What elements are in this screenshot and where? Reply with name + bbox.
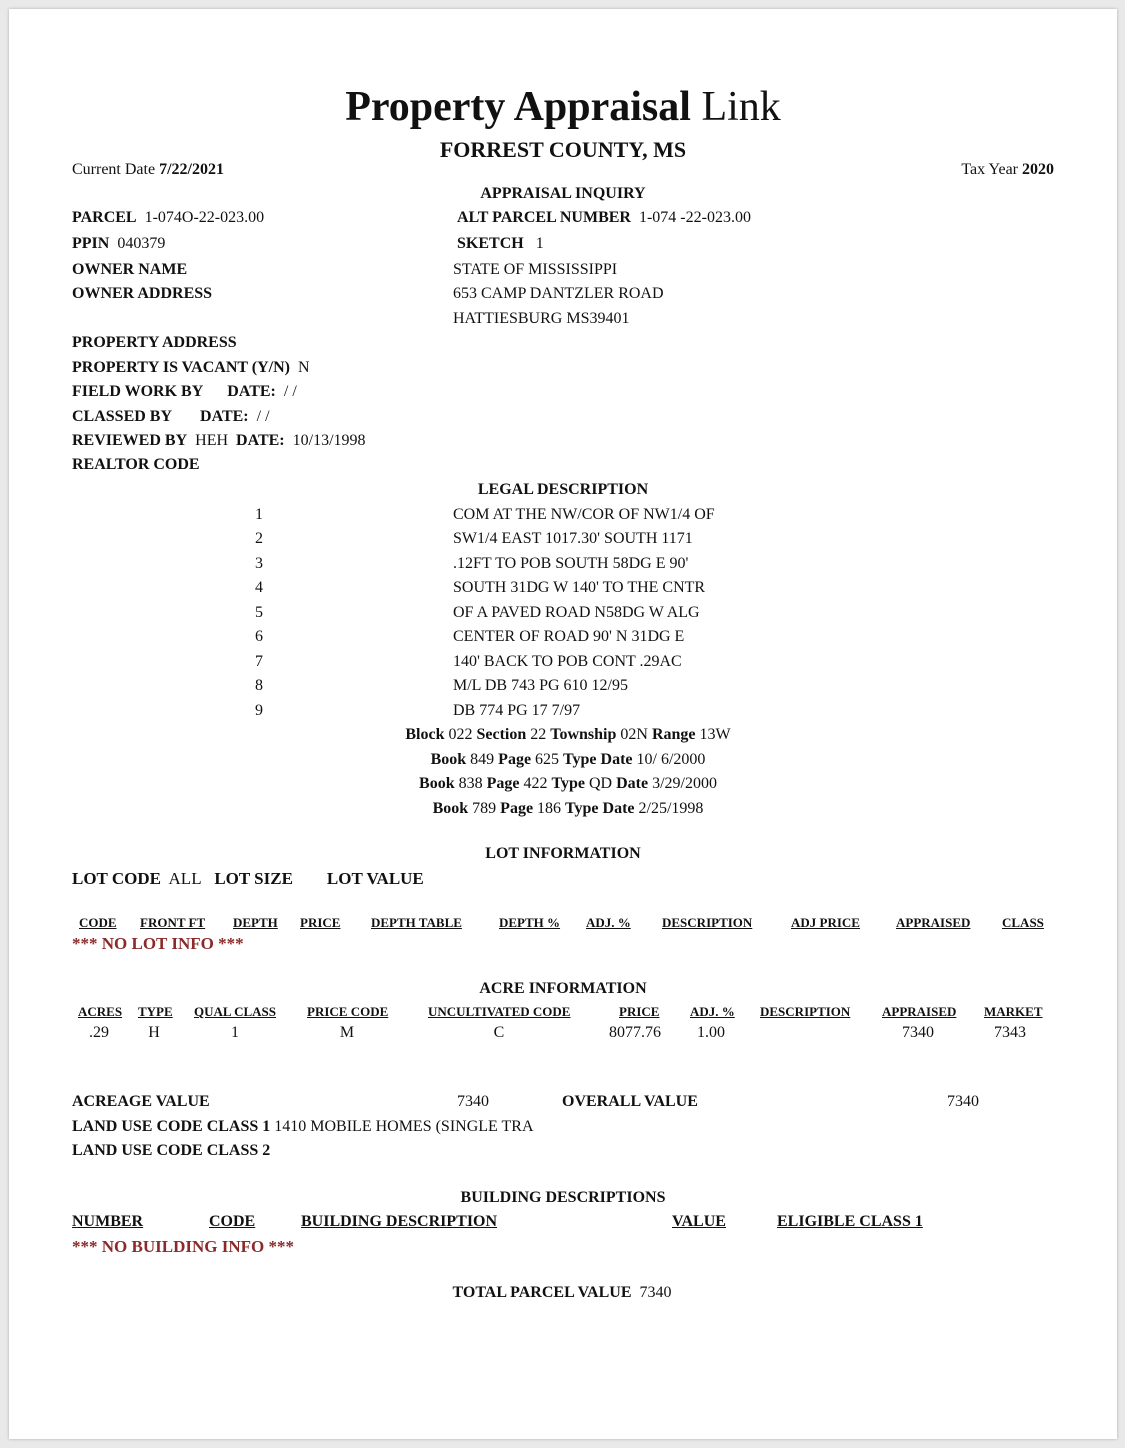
parcel-field: PARCEL 1-074O-22-023.00 (72, 209, 265, 226)
report-page (9, 9, 1117, 1439)
owner-address-line-1: 653 CAMP DANTZLER ROAD (453, 285, 664, 302)
lot-information-title: LOT INFORMATION (485, 845, 641, 862)
ppin-field: PPIN 040379 (72, 235, 166, 252)
legal-line-number: 5 (255, 604, 263, 621)
acre-col-header: ADJ. % (690, 1004, 735, 1019)
land-use-class-2-label: LAND USE CODE CLASS 2 (72, 1142, 271, 1159)
building-col-header: NUMBER (72, 1213, 144, 1230)
acre-col-header: ACRES (78, 1004, 123, 1019)
acre-cell: .29 (89, 1024, 109, 1041)
lot-code-line: LOT CODE ALL LOT SIZE LOT VALUE (72, 869, 424, 888)
owner-address-label: OWNER ADDRESS (72, 285, 213, 302)
no-building-info-message: *** NO BUILDING INFO *** (72, 1237, 294, 1256)
legal-line-number: 9 (255, 702, 263, 719)
lot-col-header: DEPTH TABLE (371, 915, 462, 930)
current-date: Current Date 7/22/2021 (72, 161, 224, 178)
vacant-field: PROPERTY IS VACANT (Y/N) N (72, 359, 310, 376)
overall-value: 7340 (947, 1093, 979, 1110)
legal-line-number: 1 (255, 506, 263, 523)
legal-line-number: 6 (255, 628, 263, 645)
legal-line-text: SOUTH 31DG W 140' TO THE CNTR (453, 579, 706, 596)
lot-col-header: CODE (79, 915, 117, 930)
legal-line-number: 8 (255, 677, 263, 694)
lot-col-header: APPRAISED (896, 915, 971, 930)
book-line: Book 838 Page 422 Type QD Date 3/29/2000 (419, 775, 717, 792)
legal-line-text: COM AT THE NW/COR OF NW1/4 OF (453, 506, 715, 523)
building-col-header: CODE (209, 1213, 256, 1230)
acre-cell: M (339, 1024, 355, 1041)
acre-information-title: ACRE INFORMATION (479, 980, 647, 997)
legal-line-text: DB 774 PG 17 7/97 (453, 702, 581, 719)
lot-col-header: DEPTH (233, 915, 278, 930)
acre-cell: 8077.76 (609, 1024, 661, 1041)
alt-parcel-field: ALT PARCEL NUMBER 1-074 -22-023.00 (457, 209, 751, 226)
legal-description-title: LEGAL DESCRIPTION (477, 481, 649, 498)
classed-field: CLASSED BY DATE: / / (72, 408, 270, 422)
building-descriptions-title: BUILDING DESCRIPTIONS (460, 1189, 666, 1206)
acre-cell: 7343 (994, 1024, 1026, 1041)
block-section-line: Block 022 Section 22 Township 02N Range 13W (405, 726, 731, 743)
lot-col-header: PRICE (300, 915, 341, 930)
inquiry-title: APPRAISAL INQUIRY (480, 185, 646, 202)
owner-name-label: OWNER NAME (72, 261, 188, 278)
legal-line-number: 4 (255, 579, 263, 596)
acre-cell: H (148, 1024, 160, 1041)
acreage-value: 7340 (457, 1093, 489, 1110)
acre-col-header: APPRAISED (882, 1004, 957, 1019)
building-col-header: VALUE (672, 1213, 726, 1230)
legal-line-text: 140' BACK TO POB CONT .29AC (453, 653, 682, 670)
owner-name: STATE OF MISSISSIPPI (453, 261, 618, 278)
legal-line-text: SW1/4 EAST 1017.30' SOUTH 1171 (453, 530, 693, 547)
county-name: FORREST COUNTY, MS (439, 137, 687, 162)
building-col-header: ELIGIBLE CLASS 1 (777, 1213, 923, 1230)
no-lot-info-message: *** NO LOT INFO *** (72, 934, 244, 953)
owner-address-line-2: HATTIESBURG MS39401 (453, 310, 630, 327)
total-parcel-value: TOTAL PARCEL VALUE 7340 (452, 1284, 672, 1301)
legal-line-text: .12FT TO POB SOUTH 58DG E 90' (453, 555, 689, 572)
overall-value-label: OVERALL VALUE (562, 1093, 698, 1110)
lot-col-header: FRONT FT (140, 915, 206, 930)
lot-col-header: ADJ. % (586, 915, 631, 930)
legal-line-number: 3 (255, 555, 263, 572)
legal-line-number: 2 (255, 530, 263, 547)
legal-line-number: 7 (255, 653, 263, 670)
lot-col-header: CLASS (1002, 915, 1044, 930)
field-work-field: FIELD WORK BY DATE: / / (72, 383, 297, 400)
property-address-label: PROPERTY ADDRESS (72, 334, 237, 351)
acre-col-header: MARKET (984, 1004, 1043, 1019)
acre-col-header: QUAL CLASS (194, 1004, 276, 1019)
land-use-class-1: LAND USE CODE CLASS 1 1410 MOBILE HOMES (SINGLE TRA (72, 1118, 534, 1135)
page-title: Property Appraisal Link (345, 84, 781, 130)
acre-cell: 7340 (902, 1024, 934, 1041)
realtor-code-label: REALTOR CODE (72, 456, 200, 473)
lot-col-header: DEPTH % (499, 915, 561, 930)
legal-line-text: M/L DB 743 PG 610 12/95 (453, 677, 628, 694)
reviewed-field: REVIEWED BY HEH DATE: 10/13/1998 (72, 432, 366, 449)
acre-col-header: PRICE CODE (307, 1004, 389, 1019)
legal-line-text: CENTER OF ROAD 90' N 31DG E (453, 628, 685, 645)
acreage-value-label: ACREAGE VALUE (72, 1093, 210, 1110)
legal-line-text: OF A PAVED ROAD N58DG W ALG (453, 604, 700, 621)
lot-col-header: DESCRIPTION (662, 915, 753, 930)
acre-col-header: UNCULTIVATED CODE (428, 1004, 571, 1019)
sketch-field: SKETCH 1 (457, 235, 544, 252)
acre-cell: 1 (231, 1024, 239, 1041)
acre-col-header: DESCRIPTION (760, 1004, 851, 1019)
lot-col-header: ADJ PRICE (791, 915, 860, 930)
acre-cell: 1.00 (697, 1024, 725, 1041)
acre-col-header: TYPE (138, 1004, 173, 1019)
tax-year: Tax Year 2020 (961, 161, 1054, 178)
acre-col-header: PRICE (619, 1004, 660, 1019)
book-line: Book 789 Page 186 Type Date 2/25/1998 (432, 800, 704, 817)
acre-cell: C (493, 1024, 505, 1041)
book-line: Book 849 Page 625 Type Date 10/ 6/2000 (430, 751, 706, 768)
building-col-header: BUILDING DESCRIPTION (301, 1213, 498, 1230)
